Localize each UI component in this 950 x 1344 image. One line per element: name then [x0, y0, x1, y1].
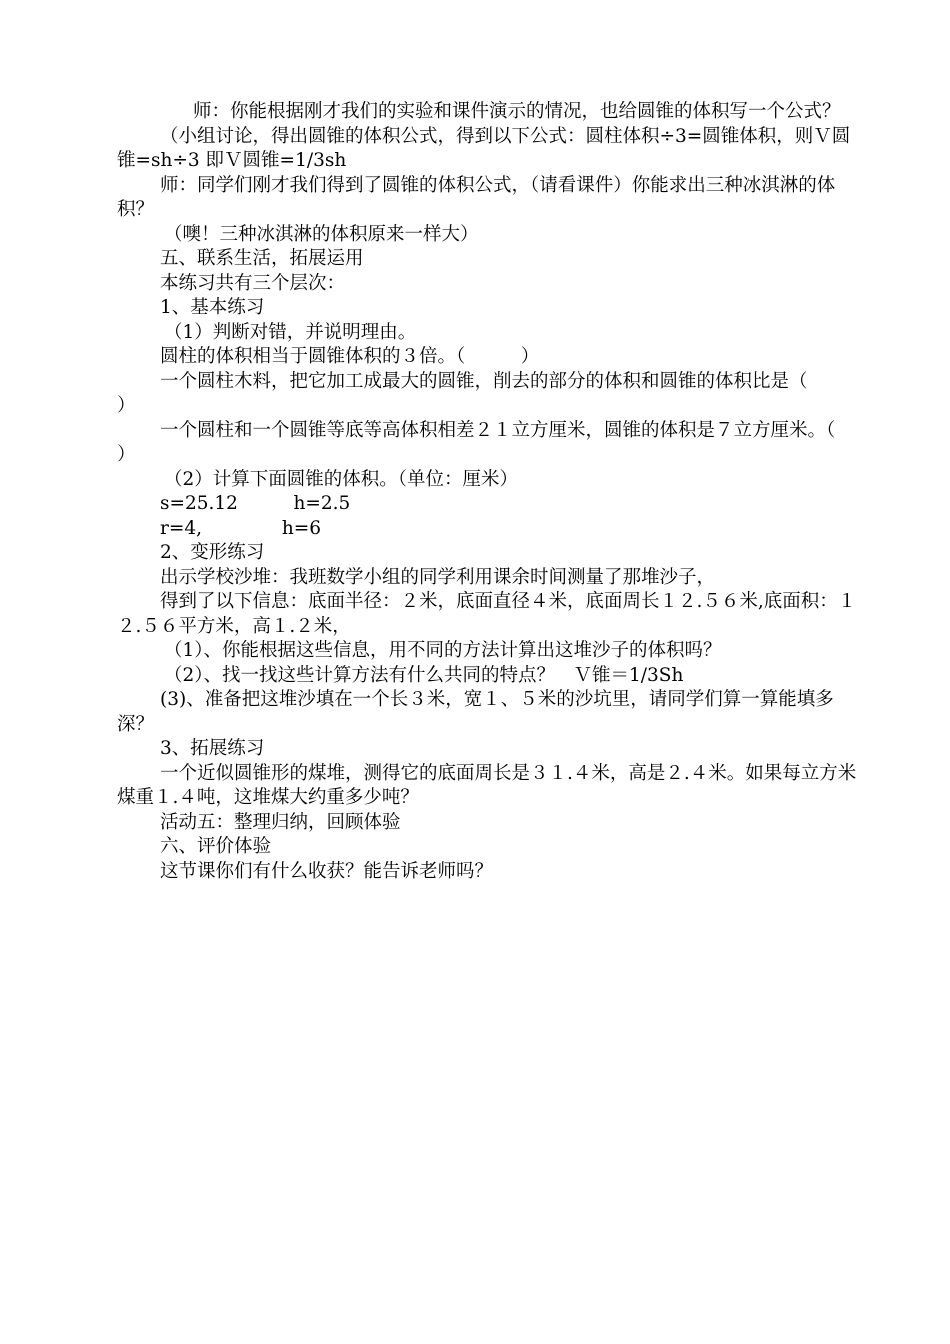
paragraph: 得到了以下信息：底面半径：２米，底面直径４米，底面周长１２.５６米,底面积：１２.５６平方米，高１.２米，	[117, 591, 857, 637]
paragraph: （小组讨论，得出圆锥的体积公式，得到以下公式：圆柱体积÷3=圆锥体积，则Ｖ圆锥=sh÷3 即Ｖ圆锥=1/3sh	[117, 125, 851, 171]
paragraph: 这节课你们有什么收获？能告诉老师吗？	[160, 860, 494, 882]
section-heading: 六、评价体验	[160, 836, 272, 857]
paragraph: 活动五：整理归纳，回顾体验	[160, 811, 401, 833]
paragraph: 师：你能根据刚才我们的实验和课件演示的情况，也给圆锥的体积写一个公式？	[193, 101, 841, 122]
paragraph: 圆柱的体积相当于圆锥体积的３倍。（ ）	[160, 346, 540, 367]
paragraph: 一个近似圆锥形的煤堆，测得它的底面周长是３１.４米，高是２.４米。如果每立方米煤重１.４吨，这堆煤大约重多少吨？	[117, 762, 857, 808]
paragraph: (3)、准备把这堆沙填在一个长３米，宽１、５米的沙坑里，请同学们算一算能填多深？	[117, 689, 834, 735]
paragraph: （2）、找一找这些计算方法有什么共同的特点？ Ｖ锥＝1/3Sh	[164, 664, 684, 686]
paragraph: 本练习共有三个层次：	[160, 272, 346, 294]
paragraph: 师：同学们刚才我们得到了圆锥的体积公式，（请看课件）你能求出三种冰淇淋的体积？	[117, 174, 836, 220]
paragraph: 出示学校沙堆：我班数学小组的同学利用课余时间测量了那堆沙子，	[160, 566, 716, 588]
paragraph: （噢！三种冰淇淋的体积原来一样大）	[164, 223, 479, 245]
paragraph: s=25.12 h=2.5	[160, 493, 351, 514]
document-body	[117, 100, 873, 884]
paragraph: （1）、你能根据这些信息，用不同的方法计算出这堆沙子的体积吗？	[164, 640, 722, 661]
section-heading: 五、联系生活，拓展运用	[160, 248, 364, 269]
paragraph: （1）判断对错，并说明理由。	[164, 321, 417, 343]
paragraph: 一个圆柱和一个圆锥等底等高体积相差２１立方厘米，圆锥的体积是７立方厘米。（ ）	[117, 419, 873, 465]
paragraph: 一个圆柱木料，把它加工成最大的圆锥，削去的部分的体积和圆锥的体积比是（ ）	[117, 370, 864, 416]
subsection-heading: 3、拓展练习	[160, 738, 265, 759]
paragraph: r=4, h=6	[160, 517, 322, 539]
subsection-heading: 2、变形练习	[160, 542, 265, 563]
paragraph: （2）计算下面圆锥的体积。（单位：厘米）	[164, 468, 519, 490]
subsection-heading: 1、基本练习	[160, 297, 265, 318]
